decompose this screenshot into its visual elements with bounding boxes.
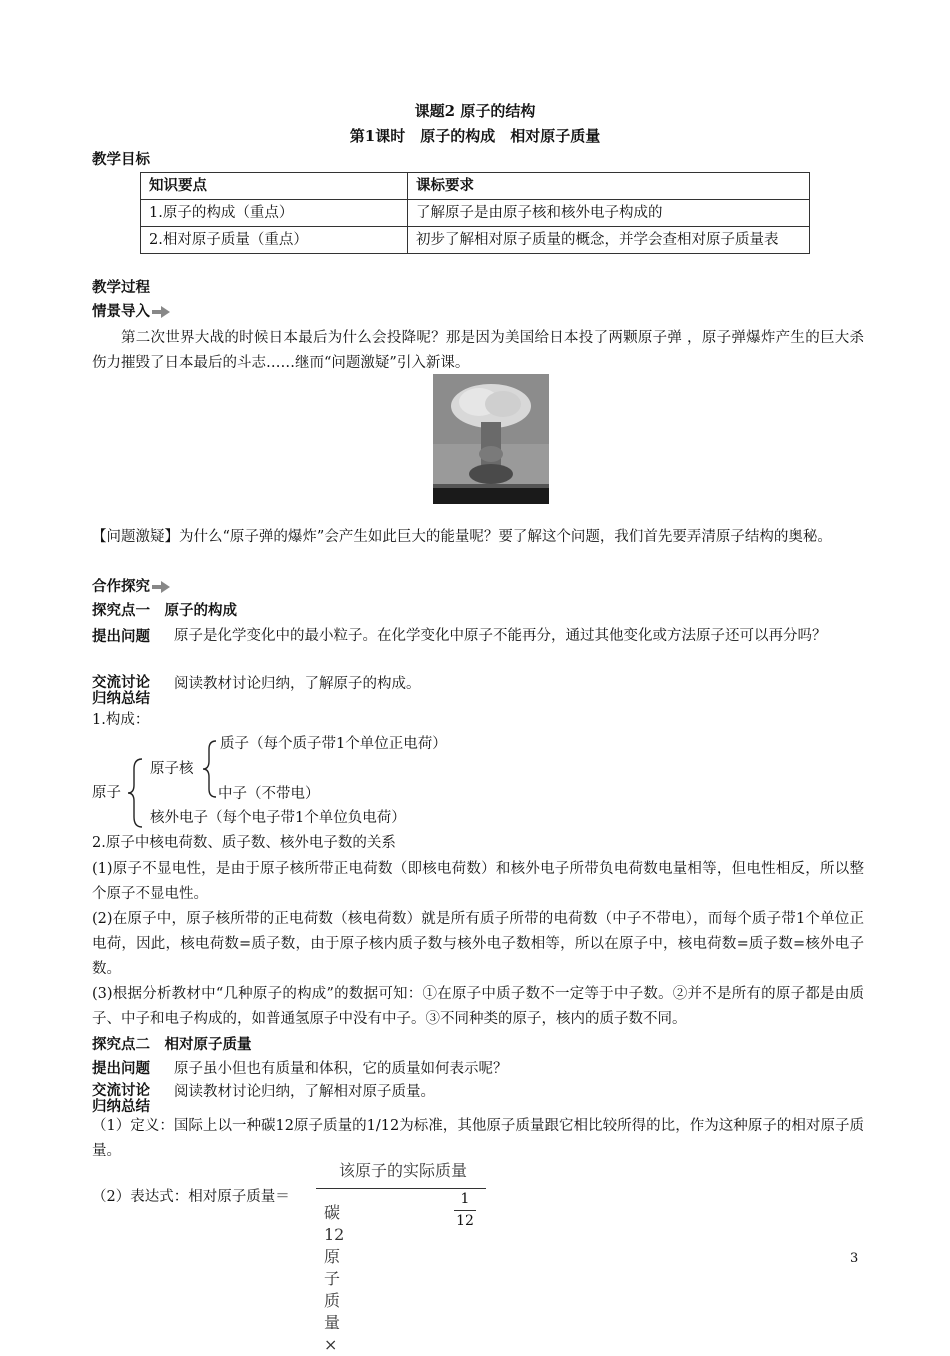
intro-heading	[92, 302, 170, 322]
small-fraction-twelve: 12	[456, 1213, 474, 1229]
small-fraction-bar	[454, 1210, 476, 1211]
atom-label: 原子	[92, 785, 121, 801]
table-row	[141, 227, 810, 254]
relation-p1: (1)原子不显电性，是由于原子核所带正电荷数（即核电荷数）和核外电子所带负电荷数电量相等，但电性相反，所以整个原子不显电性。	[92, 861, 864, 902]
formula-denominator: 碳12原子质量×	[324, 1203, 345, 1354]
arrow-right-icon	[152, 581, 170, 593]
question-paragraph: 【问题激疑】为什么“原子弹的爆炸”会产生如此巨大的能量呢？要了解这个问题，我们首先要弄清原子结构的奥秘。	[92, 529, 832, 545]
point1-ask-text: 原子是化学变化中的最小粒子。在化学变化中原子不能再分，通过其他变化或方法原子还可以再分吗？	[174, 628, 827, 644]
point2-ask-text: 原子虽小但也有质量和体积，它的质量如何表示呢？	[174, 1061, 508, 1077]
point2-discuss-label2: 归纳总结	[92, 1099, 150, 1115]
intro-heading-text: 情景导入	[92, 304, 150, 320]
coop-heading-text: 合作探究	[92, 579, 150, 595]
point2-heading: 探究点二 相对原子质量	[92, 1037, 252, 1053]
relation-p2: (2)在原子中，原子核所带的正电荷数（核电荷数）就是所有质子所带的电荷数（中子不带电），而每个质子带1个单位正电荷，因此，核电荷数=质子数，由于原子核内质子数与核外电子数相等，所以在原子中，核电荷数=质子数=核外电子数。	[92, 911, 864, 977]
process-heading: 教学过程	[92, 280, 150, 296]
structure-heading: 1.构成：	[92, 712, 150, 728]
lesson-title: 课题2 原子的结构	[414, 102, 536, 120]
point2-discuss-text: 阅读教材讨论归纳，了解相对原子质量。	[174, 1084, 435, 1100]
point2-ask-label: 提出问题	[92, 1061, 150, 1077]
relation-p3: (3)根据分析教材中“几种原子的构成”的数据可知：①在原子中质子数不一定等于中子数。②并不是所有的原子都是由质子、中子和电子构成的，如普通氢原子中没有中子。③不同种类的原子，核内的质子数不同。	[92, 986, 864, 1027]
mushroom-cloud-photo	[433, 374, 549, 504]
electron-label: 核外电子（每个电子带1个单位负电荷）	[150, 810, 406, 826]
definition-paragraph: （1）定义：国际上以一种碳12原子质量的1/12为标准，其他原子质量跟它相比较所得的比，作为这种原子的相对原子质量。	[92, 1118, 864, 1159]
relation-heading: 2.原子中核电荷数、质子数、核外电子数的关系	[92, 835, 396, 851]
expression-label: （2）表达式：相对原子质量＝	[92, 1189, 290, 1205]
proton-label: 质子（每个质子带1个单位正电荷）	[220, 736, 447, 752]
table-row	[141, 200, 810, 227]
fraction-bar	[316, 1188, 486, 1189]
point1-discuss-text: 阅读教材讨论归纳，了解原子的构成。	[174, 676, 421, 692]
point2-discuss-label1: 交流讨论	[92, 1083, 150, 1099]
lesson-subtitle: 第1课时 原子的构成 相对原子质量	[349, 127, 601, 145]
goals-table	[140, 172, 810, 254]
table-cell: 1.原子的构成（重点）	[141, 200, 408, 227]
intro-paragraph: 第二次世界大战的时候日本最后为什么会投降呢？那是因为美国给日本投了两颗原子弹 ，原子弹爆炸产生的巨大杀伤力摧毁了日本最后的斗志……继而“问题激疑”引入新课。	[92, 330, 864, 371]
table-header: 课标要求	[408, 173, 810, 200]
brace-nucleus-icon	[200, 739, 220, 799]
table-cell: 初步了解相对原子质量的概念，并学会查相对原子质量表	[408, 227, 810, 254]
point1-heading: 探究点一 原子的构成	[92, 603, 237, 619]
goals-heading: 教学目标	[92, 152, 150, 168]
table-cell: 了解原子是由原子核和核外电子构成的	[408, 200, 810, 227]
formula-numerator: 该原子的实际质量	[338, 1161, 467, 1180]
brace-atom-icon	[126, 757, 146, 829]
point1-discuss-label1: 交流讨论	[92, 675, 150, 691]
table-header: 知识要点	[141, 173, 408, 200]
nucleus-label: 原子核	[150, 761, 194, 777]
point1-ask-label: 提出问题	[92, 629, 150, 645]
point1-discuss-label2: 归纳总结	[92, 691, 150, 707]
table-cell: 2.相对原子质量（重点）	[141, 227, 408, 254]
page-number: 3	[850, 1251, 859, 1266]
table-row	[141, 173, 810, 200]
coop-heading	[92, 577, 170, 597]
arrow-right-icon	[152, 306, 170, 318]
neutron-label: 中子（不带电）	[218, 786, 320, 802]
small-fraction-one: 1	[460, 1191, 470, 1207]
